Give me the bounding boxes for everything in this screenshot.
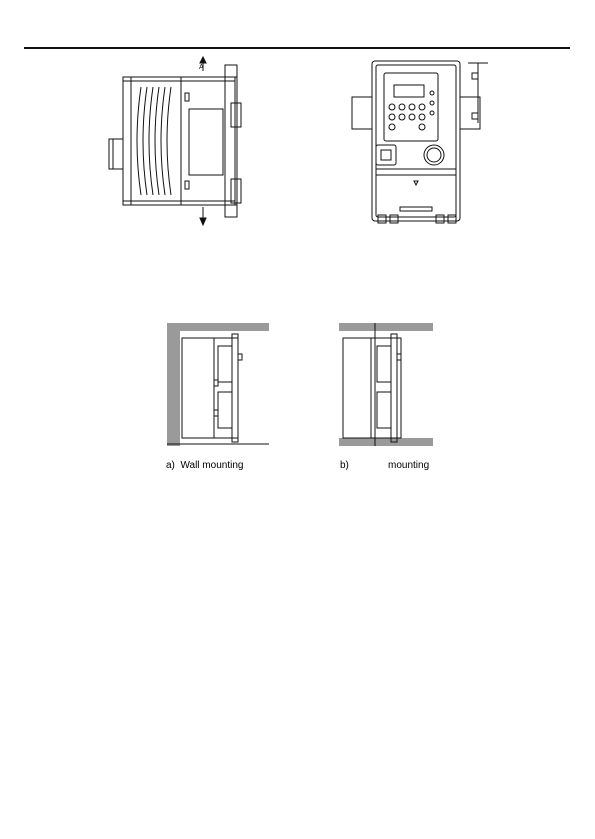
section-label-a: A bbox=[199, 64, 204, 71]
caption-mounting-word: mounting bbox=[388, 460, 430, 471]
flange-mounting-figure bbox=[335, 320, 435, 450]
caption-b-label: b) bbox=[340, 460, 349, 471]
wall-mounting-figure bbox=[162, 320, 272, 450]
drive-front-view-figure bbox=[340, 55, 495, 230]
header-rule bbox=[24, 47, 570, 49]
drive-side-view-figure bbox=[105, 55, 250, 230]
caption-wall-mounting: a) Wall mounting bbox=[166, 460, 244, 471]
